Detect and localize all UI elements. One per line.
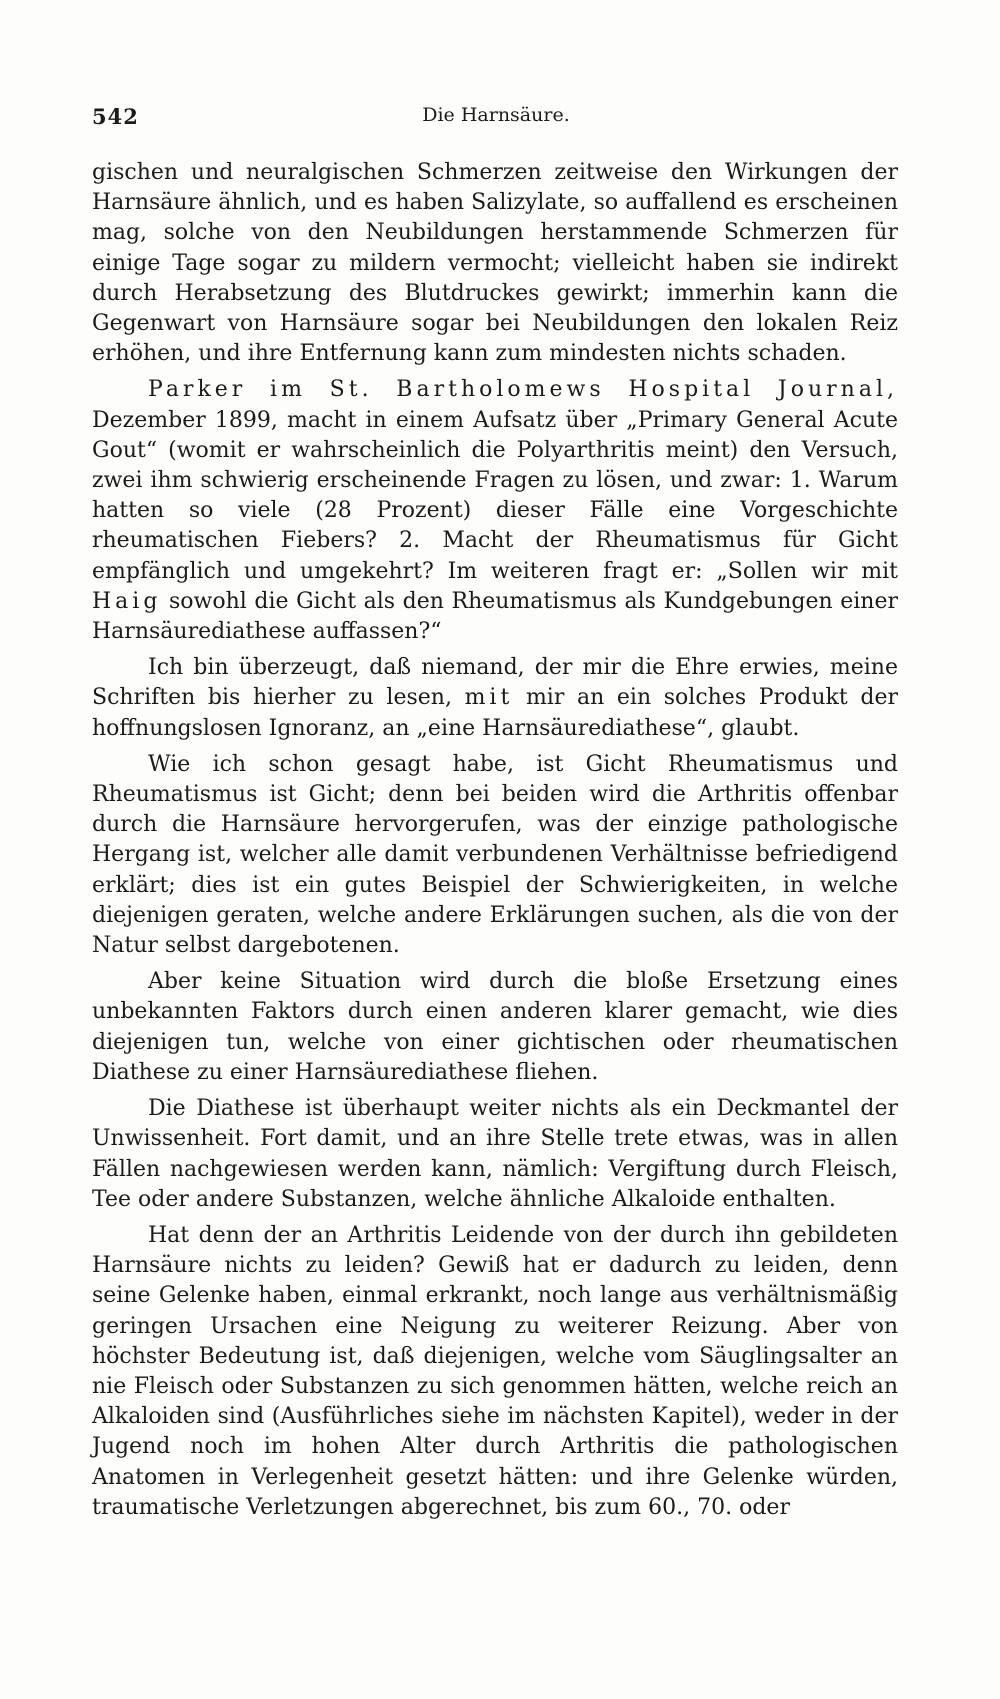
- paragraph-6: [92, 1094, 898, 1215]
- paragraph-7: [92, 1221, 898, 1523]
- paragraph-text: Aber keine Situation wird durch die bloße Ersetzung eines unbekannten Faktors durch einen anderen klarer gemacht, wie dies diejenigen tun, welche von einer gichtischen oder rheumatischen Diathese zu einer Harnsäurediathese fliehen.: [92, 969, 898, 1085]
- paragraph-text: Wie ich schon gesagt habe, ist Gicht Rheumatismus und Rheumatismus ist Gicht; denn bei beiden wird die Arthritis offenbar durch die Harnsäure hervorgerufen, was der einzige pathologische Hergang ist, welcher alle damit verbundenen Verhältnisse befriedigend erklärt; dies ist ein gutes Beispiel der Schwierigkeiten, in welche diejenigen geraten, welche andere Erklärungen suchen, als die von der Natur selbst dargebotenen.: [92, 751, 898, 959]
- paragraph-text: Die Diathese ist überhaupt weiter nichts als ein Deckmantel der Unwissenheit. Fort damit, und an ihre Stelle trete etwas, was in allen Fällen nachgewiesen werden kann, nämlich: Vergiftung durch Fleisch, Tee oder andere Substanzen, welche ähnliche Alkaloide enthalten.: [92, 1096, 898, 1212]
- paragraph-5: [92, 967, 898, 1088]
- spaced-name: Haig: [92, 588, 162, 614]
- page-number: 542: [92, 104, 139, 129]
- paragraph-text-continued: mir an ein solches Produkt der hoffnungslosen Ignoranz, an „eine Harnsäurediathese“, glaubt.: [92, 685, 898, 741]
- spaced-emphasis: mit: [464, 685, 514, 711]
- paragraph-text: Dezember 1899, macht in einem Aufsatz über „Primary General Acute Gout“ (womit er wahrscheinlich die Polyarthritis meint) den Versuch, zwei ihm schwierig erscheinende Fragen zu lösen, und zwar: 1. Warum hatten so viele (28 Prozent) dieser Fälle eine Vorgeschichte rheumatischen Fiebers? 2. Macht der Rheumatismus für Gicht empfänglich und umgekehrt? Im weiteren fragt er: „Sollen wir mit: [92, 407, 898, 584]
- paragraph-text: Ich bin überzeugt, daß niemand, der mir die Ehre erwies, meine Schriften bis hierher zu lesen,: [92, 655, 898, 711]
- paragraph-text-continued: sowohl die Gicht als den Rheumatismus als Kundgebungen einer Harnsäurediathese auffassen?“: [92, 588, 898, 645]
- paragraph-2: [92, 375, 898, 647]
- paragraph-text: Hat denn der an Arthritis Leidende von der durch ihn gebildeten Harnsäure nichts zu leiden? Gewiß hat er dadurch zu leiden, denn seine Gelenke haben, einmal erkrankt, noch lange aus verhältnismäßig geringen Ursachen eine Neigung zu weiterer Reizung. Aber von höchster Bedeutung ist, daß diejenigen, welche vom Säuglingsalter an nie Fleisch oder Substanzen zu sich genommen hätten, welche reich an Alkaloiden sind (Ausführliches siehe im nächsten Kapitel), weder in der Jugend noch im hohen Alter durch Arthritis die pathologischen Anatomen in Verlegenheit gesetzt hätten: und ihre Gelenke würden, traumatische Verletzungen abgerechnet, bis zum 60., 70. oder: [92, 1222, 898, 1520]
- paragraph-1: [92, 158, 898, 369]
- body-text: [92, 158, 898, 1523]
- paragraph-4: [92, 750, 898, 961]
- spaced-citation: Parker im St. Bartholomews Hospital Journal,: [148, 377, 898, 403]
- page-header: [92, 100, 900, 136]
- paragraph-text: gischen und neuralgischen Schmerzen zeitweise den Wirkungen der Harnsäure ähnlich, und es haben Salizylate, so auffallend es erscheinen mag, solche von den Neubildungen herstammende Schmerzen für einige Tage sogar zu mildern vermocht; vielleicht haben sie indirekt durch Herabsetzung des Blutdruckes gewirkt; immerhin kann die Gegenwart von Harnsäure sogar bei Neubildungen den lokalen Reiz erhöhen, und ihre Entfernung kann zum mindesten nichts schaden.: [92, 160, 898, 367]
- running-title: Die Harnsäure.: [422, 104, 570, 126]
- paragraph-3: [92, 653, 898, 744]
